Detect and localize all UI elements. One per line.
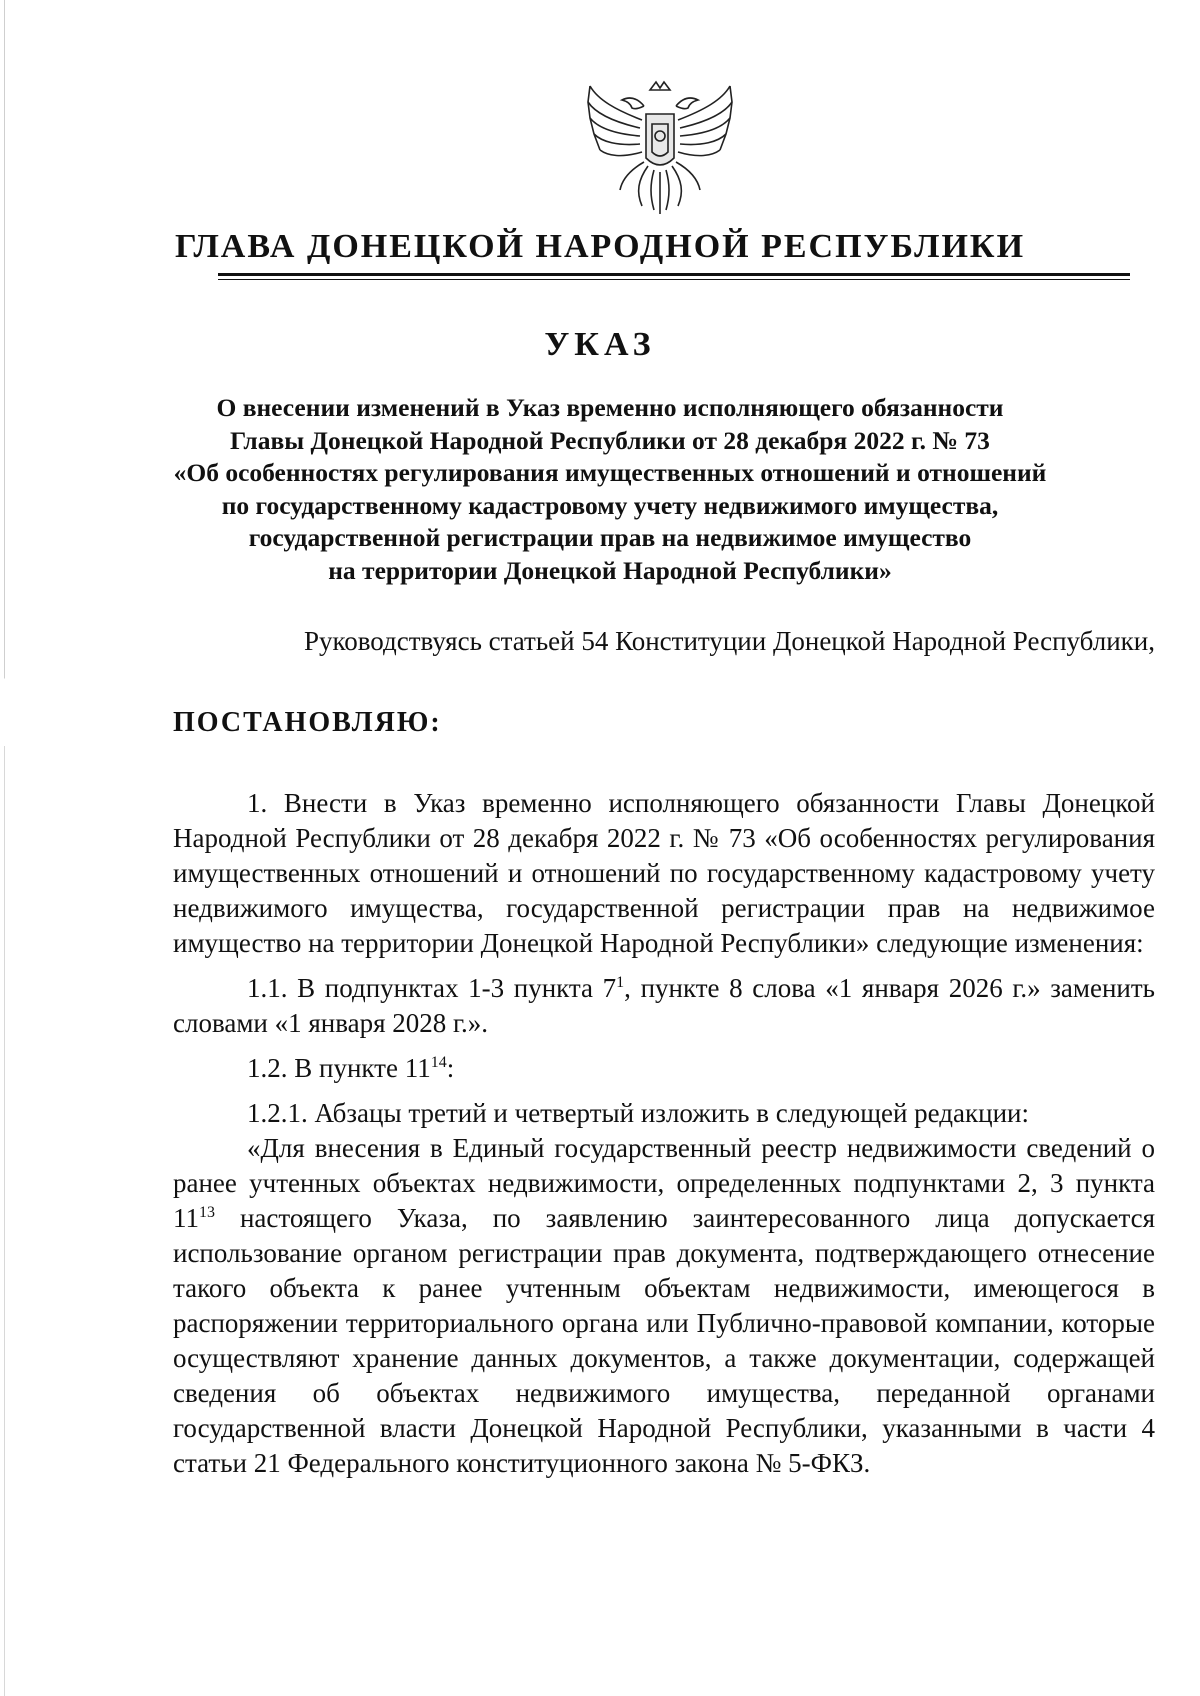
- header-rule-thin: [218, 279, 1130, 280]
- quoted-paragraph: [173, 1131, 1155, 1481]
- item-1-2-text-end: :: [446, 1053, 455, 1083]
- item-1-2-text: 1.2. В пункте 11: [247, 1053, 431, 1083]
- decree-word: ПОСТАНОВЛЯЮ:: [173, 707, 442, 738]
- item-1-2: [173, 1051, 1155, 1086]
- item-1-1-text: 1.1. В подпунктах 1-3 пункта 7: [247, 973, 617, 1003]
- subject-line: по государственному кадастровому учету недвижимого имущества,: [221, 490, 999, 520]
- document-type: УКАЗ: [544, 326, 656, 363]
- dpr-coat-of-arms-icon: [586, 80, 734, 215]
- org-title: ГЛАВА ДОНЕЦКОЙ НАРОДНОЙ РЕСПУБЛИКИ: [174, 228, 1026, 265]
- quote-text: «Для внесения в Единый государственный реестр недвижимости сведений о ранее учтенных объектах недвижимости, определенных подпунктами 2, 3 пункта 11: [173, 1133, 1155, 1233]
- item-1-1: [173, 971, 1155, 1041]
- item-1-2-sup: 14: [430, 1054, 447, 1071]
- header-rule: [218, 273, 1130, 276]
- item-1-1-sup: 1: [616, 974, 625, 991]
- subject-line: Главы Донецкой Народной Республики от 28 декабря 2022 г. № 73: [230, 425, 990, 455]
- document-body: [173, 624, 1155, 1481]
- item-1-2-1: 1.2.1. Абзацы третий и четвертый изложить в следующей редакции:: [247, 1098, 1029, 1128]
- quote-sup: 13: [199, 1204, 215, 1221]
- item-1: 1. Внести в Указ временно исполняющего обязанности Главы Донецкой Народной Республики от 28 декабря 2022 г. № 73 «Об особенностях регулирования имущественных отношений и отношений по государственному кадастровому учету недвижимого имущества, государственной регистрации прав на недвижимое имущество на территории Донецкой Народной Республики» следующие изменения:: [173, 788, 1155, 958]
- preamble: Руководствуясь статьей 54 Конституции Донецкой Народной Республики,: [303, 626, 1155, 656]
- quote-text-end: настоящего Указа, по заявлению заинтересованного лица допускается использование органом регистрации прав документа, подтверждающего отнесение такого объекта к ранее учтенным объектам недвижимости, имеющегося в распоряжении территориального органа или Публично-правовой компании, которые осуществляют хранение данных документов, а также документации, содержащей сведения об объектах недвижимого имущества, переданной органами государственной власти Донецкой Народной Республики, указанными в части 4 статьи 21 Федерального конституционного закона № 5-ФКЗ.: [173, 1203, 1155, 1478]
- subject-line: О внесении изменений в Указ временно исполняющего обязанности: [216, 393, 1004, 422]
- subject-line: на территории Донецкой Народной Республики»: [328, 555, 892, 585]
- item-1-1-text-end: , пункте 8 слова «1 января 2026 г.» заменить словами «1 января 2028 г.».: [173, 973, 1155, 1038]
- document-subject: [170, 392, 1050, 588]
- subject-line: «Об особенностях регулирования имущественных отношений и отношений: [173, 458, 1047, 488]
- subject-line: государственной регистрации прав на недвижимое имущество: [248, 523, 972, 553]
